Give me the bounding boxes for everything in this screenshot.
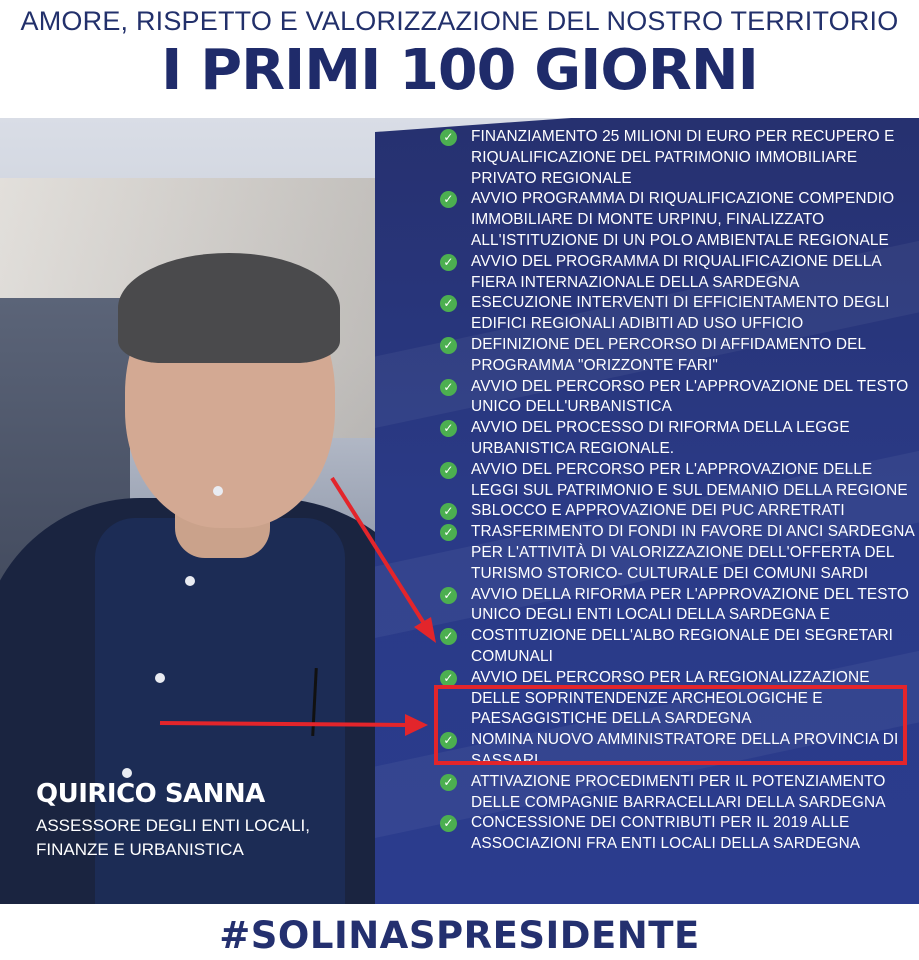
list-item-text: ATTIVAZIONE PROCEDIMENTI PER IL POTENZIAMENTO DELLE COMPAGNIE BARRACELLARI DELLA SARDEGNA [471,772,886,811]
check-circle-icon: ✓ [440,815,457,832]
shirt-button [185,576,195,586]
check-circle-icon: ✓ [440,379,457,396]
list-item [440,522,919,584]
person-hair [118,253,340,363]
person-name: QUIRICO SANNA [36,779,265,809]
check-circle-icon: ✓ [440,295,457,312]
list-item [440,585,919,627]
shirt-button [213,486,223,496]
check-circle-icon: ✓ [440,670,457,687]
list-item [440,772,919,814]
shirt-button [122,768,132,778]
list-item-text: FINANZIAMENTO 25 MILIONI DI EURO PER RECUPERO E RIQUALIFICAZIONE DEL PATRIMONIO IMMOBILIARE PRIVATO REGIONALE [471,128,895,187]
list-item-text: AVVIO DEL PERCORSO PER L'APPROVAZIONE DELLE LEGGI SUL PATRIMONIO E SUL DEMANIO DELLA REGIONE [471,460,908,499]
check-circle-icon: ✓ [440,774,457,791]
list-item [440,127,919,189]
check-circle-icon: ✓ [440,524,457,541]
list-item-text: AVVIO PROGRAMMA DI RIQUALIFICAZIONE COMPENDIO IMMOBILIARE DI MONTE URPINU, FINALIZZATO ALL'ISTITUZIONE DI UN POLO AMBIENTALE REGIONALE [471,190,895,249]
list-item-text: SBLOCCO E APPROVAZIONE DEI PUC ARRETRATI [471,502,845,520]
list-item-text: AVVIO DEL PERCORSO PER L'APPROVAZIONE DEL TESTO UNICO DELL'URBANISTICA [471,377,909,416]
list-item [440,501,919,522]
list-item [440,418,919,460]
list-item [440,460,919,502]
footer [0,904,919,960]
highlight-box [434,685,907,765]
list-item-text: DEFINIZIONE DEL PERCORSO DI AFFIDAMENTO DEL PROGRAMMA "ORIZZONTE FARI" [471,335,866,374]
check-circle-icon: ✓ [440,628,457,645]
list-item [440,252,919,294]
list-item-text: TRASFERIMENTO DI FONDI IN FAVORE DI ANCI SARDEGNA PER L'ATTIVITÀ DI VALORIZZAZIONE DELL'OFFERTA DEL TURISMO STORICO- CULTURALE DEI COMUNI SARDI [471,523,915,582]
subtitle: AMORE, RISPETTO E VALORIZZAZIONE DEL NOSTRO TERRITORIO [20,6,899,36]
list-item [440,377,919,419]
check-circle-icon: ✓ [440,191,457,208]
check-circle-icon: ✓ [440,587,457,604]
list-item-text: AVVIO DEL PROCESSO DI RIFORMA DELLA LEGGE URBANISTICA REGIONALE. [471,419,850,457]
list-item [440,189,919,251]
list-item-text: COSTITUZIONE DELL'ALBO REGIONALE DEI SEGRETARI COMUNALI [471,627,894,665]
shirt-button [155,673,165,683]
list-item [440,293,919,335]
list-item [440,626,919,668]
check-circle-icon: ✓ [440,462,457,479]
person-role: ASSESSORE DEGLI ENTI LOCALI, FINANZE E URBANISTICA [36,816,310,859]
hashtag: #SOLINASPRESIDENTE [219,914,700,957]
list-item-text: ESECUZIONE INTERVENTI DI EFFICIENTAMENTO DEGLI EDIFICI REGIONALI ADIBITI AD USO UFFICIO [471,294,890,333]
page-title: I PRIMI 100 GIORNI [161,38,758,103]
list-item-text: AVVIO DELLA RIFORMA PER L'APPROVAZIONE DEL TESTO UNICO DEGLI ENTI LOCALI DELLA SARDEGNA E [471,585,909,624]
list-item-text: AVVIO DEL PROGRAMMA DI RIQUALIFICAZIONE DELLA FIERA INTERNAZIONALE DELLA SARDEGNA [471,252,881,291]
check-circle-icon: ✓ [440,254,457,271]
list-item [440,813,919,855]
check-circle-icon: ✓ [440,129,457,146]
list-item [440,335,919,377]
check-circle-icon: ✓ [440,420,457,437]
header [0,0,919,118]
list-item-text: NOMINA NUOVO AMMINISTRATORE DELLA PROVINCIA DI SASSARI [471,731,899,769]
list-item-text: CONCESSIONE DEI CONTRIBUTI PER IL 2019 ALLE ASSOCIAZIONI FRA ENTI LOCALI DELLA SARDEGNA [471,814,861,853]
list-item-text: AVVIO DEL PERCORSO PER LA REGIONALIZZAZIONE DELLE SOPRINTENDENZE ARCHEOLOGICHE E PAESAGGISTICHE DELLA SARDEGNA [471,668,870,728]
check-circle-icon: ✓ [440,503,457,520]
check-circle-icon: ✓ [440,337,457,354]
check-circle-icon: ✓ [440,732,457,749]
